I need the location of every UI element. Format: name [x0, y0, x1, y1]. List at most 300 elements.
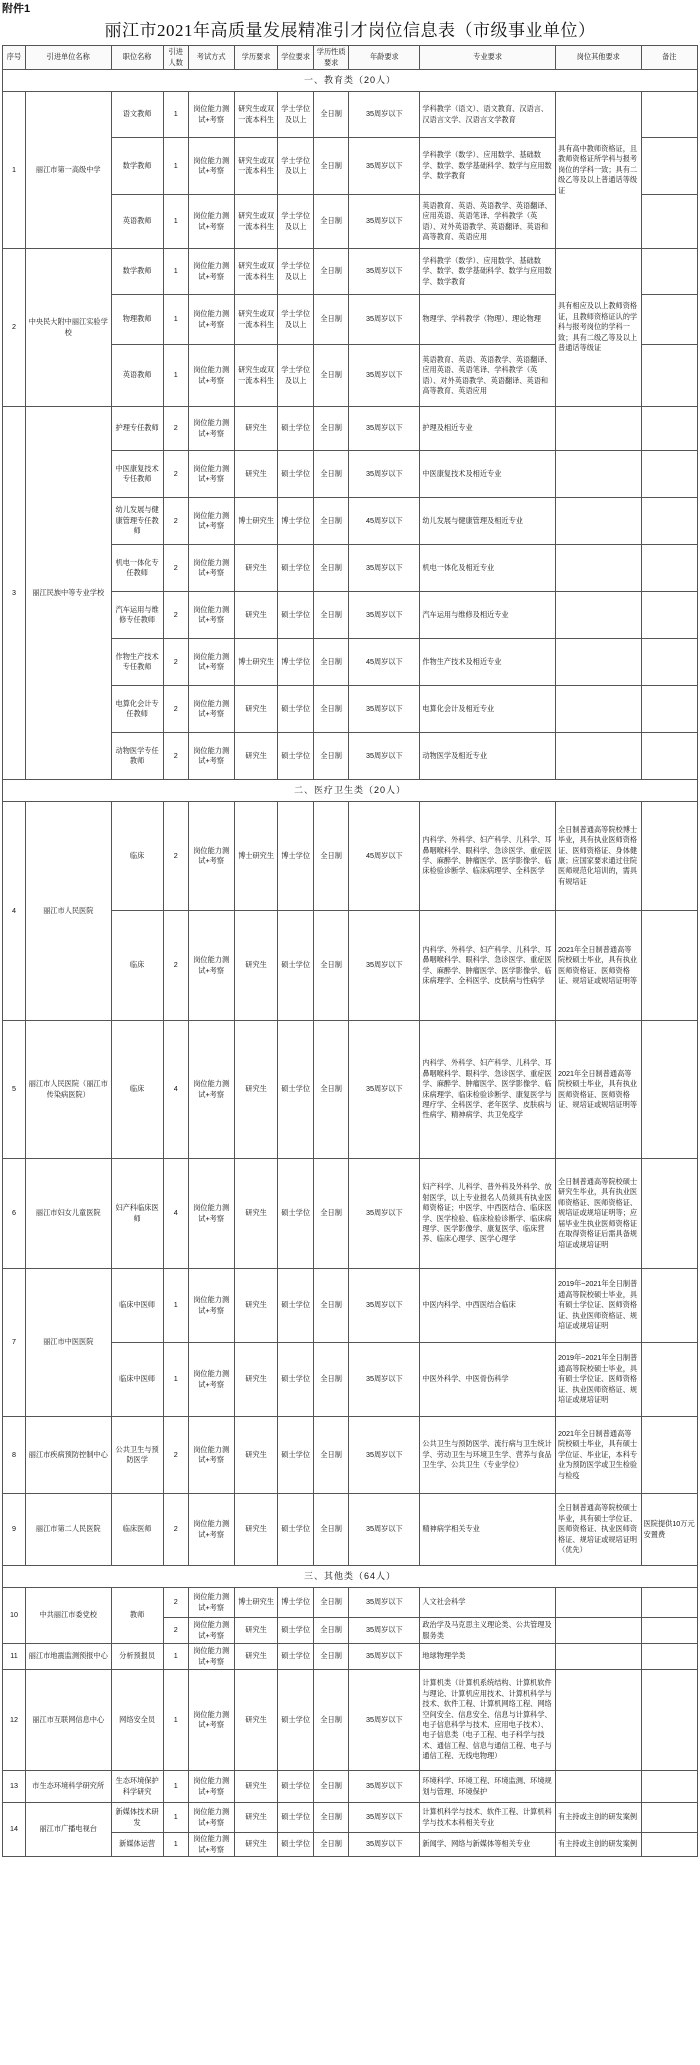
- headcount: 4: [163, 1021, 188, 1159]
- other-requirement: 全日制普通高等院校硕士研究生毕业，具有执业医师资格证、医师资格证、规培证或规培证明等；应届毕业生执业医师资格证在取得资格证后需具备规培证或规培证明: [556, 1159, 642, 1269]
- headcount: 2: [163, 451, 188, 498]
- headcount: 1: [163, 1833, 188, 1857]
- major-requirement: 机电一体化及相近专业: [420, 545, 556, 592]
- table-row: [3, 1269, 698, 1343]
- exam-method: 岗位能力测试+考察: [188, 1021, 234, 1159]
- education-requirement: 研究生: [234, 1269, 278, 1343]
- section-label: 二、医疗卫生类（20人）: [3, 780, 698, 802]
- post-name: 英语教师: [111, 195, 163, 249]
- exam-method: 岗位能力测试+考察: [188, 733, 234, 780]
- post-name: 物理教师: [111, 295, 163, 345]
- headcount: 2: [163, 592, 188, 639]
- education-requirement: 研究生: [234, 733, 278, 780]
- degree-requirement: 硕士学位: [278, 1343, 313, 1417]
- other-requirement: 有主持或主创的研发案例: [556, 1833, 642, 1857]
- exam-method: 岗位能力测试+考察: [188, 545, 234, 592]
- other-requirement: 2021年全日制普通高等院校硕士毕业，具有执业医师资格证、医师资格证、规培证或规培证明等: [556, 1021, 642, 1159]
- age-requirement: 35周岁以下: [349, 451, 420, 498]
- degree-requirement: 博士学位: [278, 639, 313, 686]
- study-mode: 全日制: [313, 92, 348, 138]
- remark: [641, 498, 697, 545]
- header-cell: 专业要求: [420, 46, 556, 70]
- education-requirement: 博士研究生: [234, 802, 278, 911]
- major-requirement: 妇产科学、儿科学、普外科及外科学、放射医学，以上专业报名人员须具有执业医师资格证；中医学、中西医结合、临床医学、医学检验、临床检验诊断学、临床病理学、医学影像学、康复医学、临床营养、临床心理学、医学心理学: [420, 1159, 556, 1269]
- age-requirement: 35周岁以下: [349, 1417, 420, 1494]
- remark: [641, 1833, 697, 1857]
- section-row: [3, 1566, 698, 1588]
- education-requirement: 研究生: [234, 911, 278, 1021]
- major-requirement: 政治学及马克思主义理论类、公共管理及服务类: [420, 1618, 556, 1644]
- exam-method: 岗位能力测试+考察: [188, 407, 234, 451]
- section-label: 三、其他类（64人）: [3, 1566, 698, 1588]
- major-requirement: 动物医学及相近专业: [420, 733, 556, 780]
- education-requirement: 研究生: [234, 1618, 278, 1644]
- remark: [641, 1343, 697, 1417]
- row-number: 7: [3, 1269, 26, 1417]
- unit-name: 丽江市疾病预防控制中心: [25, 1417, 111, 1494]
- study-mode: 全日制: [313, 195, 348, 249]
- other-requirement: [556, 733, 642, 780]
- row-number: 14: [3, 1803, 26, 1857]
- degree-requirement: 硕士学位: [278, 407, 313, 451]
- exam-method: 岗位能力测试+考察: [188, 1771, 234, 1803]
- headcount: 1: [163, 295, 188, 345]
- header-cell: 职位名称: [111, 46, 163, 70]
- exam-method: 岗位能力测试+考察: [188, 1803, 234, 1833]
- header-cell: 岗位其他要求: [556, 46, 642, 70]
- headcount: 1: [163, 1343, 188, 1417]
- positions-table: [2, 45, 698, 1857]
- remark: 医院提供10万元安置费: [641, 1494, 697, 1566]
- major-requirement: 精神病学相关专业: [420, 1494, 556, 1566]
- post-name: 动物医学专任教师: [111, 733, 163, 780]
- study-mode: 全日制: [313, 407, 348, 451]
- age-requirement: 35周岁以下: [349, 686, 420, 733]
- other-requirement: 2019年~2021年全日制普通高等院校硕士毕业，具有硕士学位证、医师资格证、执业医师资格证、规培证或规培证明: [556, 1269, 642, 1343]
- degree-requirement: 硕士学位: [278, 1803, 313, 1833]
- remark: [641, 345, 697, 407]
- post-name: 临床: [111, 1021, 163, 1159]
- headcount: 2: [163, 1494, 188, 1566]
- study-mode: 全日制: [313, 686, 348, 733]
- study-mode: 全日制: [313, 1417, 348, 1494]
- major-requirement: 公共卫生与预防医学、流行病与卫生统计学、劳动卫生与环境卫生学、营养与食品卫生学、公共卫生（专业学位）: [420, 1417, 556, 1494]
- study-mode: 全日制: [313, 1833, 348, 1857]
- major-requirement: 学科教学（数学）、应用数学、基础数学、数学、数学基础科学、数学与应用数学、数学教育: [420, 138, 556, 195]
- remark: [641, 249, 697, 295]
- degree-requirement: 博士学位: [278, 498, 313, 545]
- headcount: 2: [163, 498, 188, 545]
- study-mode: 全日制: [313, 733, 348, 780]
- exam-method: 岗位能力测试+考察: [188, 802, 234, 911]
- age-requirement: 35周岁以下: [349, 592, 420, 639]
- exam-method: 岗位能力测试+考察: [188, 295, 234, 345]
- other-requirement: [556, 686, 642, 733]
- table-row: [3, 1159, 698, 1269]
- other-requirement: [556, 592, 642, 639]
- remark: [641, 195, 697, 249]
- major-requirement: 内科学、外科学、妇产科学、儿科学、耳鼻咽喉科学、眼科学、急诊医学、重症医学、麻醉学、肿瘤医学、医学影像学、临床病理学、临床检验诊断学、康复医学与理疗学、全科医学、老年医学、皮肤病与性病学、精神病学、共卫免疫学: [420, 1021, 556, 1159]
- education-requirement: 研究生: [234, 592, 278, 639]
- major-requirement: 英语教育、英语、英语教学、英语翻译、应用英语、英语笔译、学科教学（英语）、对外英语教学、英语翻译、英语和高等教育、英语应用: [420, 195, 556, 249]
- post-name: 公共卫生与预防医学: [111, 1417, 163, 1494]
- unit-name: 中央民大附中丽江实验学校: [25, 249, 111, 407]
- major-requirement: 计算机科学与技术、软件工程、计算机科学与技术本科相关专业: [420, 1803, 556, 1833]
- exam-method: 岗位能力测试+考察: [188, 1494, 234, 1566]
- row-number: 4: [3, 802, 26, 1021]
- study-mode: 全日制: [313, 545, 348, 592]
- education-requirement: 研究生: [234, 686, 278, 733]
- exam-method: 岗位能力测试+考察: [188, 1588, 234, 1618]
- exam-method: 岗位能力测试+考察: [188, 911, 234, 1021]
- education-requirement: 研究生: [234, 451, 278, 498]
- row-number: 8: [3, 1417, 26, 1494]
- other-requirement: [556, 1588, 642, 1618]
- post-name: 中医康复技术专任教师: [111, 451, 163, 498]
- major-requirement: 地球物理学类: [420, 1644, 556, 1670]
- age-requirement: 35周岁以下: [349, 138, 420, 195]
- post-name: 临床: [111, 911, 163, 1021]
- unit-name: 丽江市中医医院: [25, 1269, 111, 1417]
- education-requirement: 研究生: [234, 1021, 278, 1159]
- table-row: [3, 1803, 698, 1833]
- major-requirement: 环境科学、环境工程、环境监测、环境规划与管理、环境保护: [420, 1771, 556, 1803]
- remark: [641, 1618, 697, 1644]
- age-requirement: 45周岁以下: [349, 639, 420, 686]
- degree-requirement: 硕士学位: [278, 1269, 313, 1343]
- headcount: 2: [163, 639, 188, 686]
- degree-requirement: 硕士学位: [278, 733, 313, 780]
- age-requirement: 35周岁以下: [349, 1343, 420, 1417]
- major-requirement: 计算机类（计算机系统结构、计算机软件与理论、计算机应用技术、计算机科学与技术、软件工程、计算机网络工程、网络空间安全、信息安全、信息与计算科学、电子信息科学与技术、应用电子技术）、电子信息类（电子工程、电子科学与技术、通信工程、信息与通信工程、电子与通信工程、无线电物理）: [420, 1670, 556, 1771]
- remark: [641, 1771, 697, 1803]
- other-requirement: 2021年全日制普通高等院校硕士毕业，具有执业医师资格证、医师资格证、规培证或规培证明等: [556, 911, 642, 1021]
- major-requirement: 英语教育、英语、英语教学、英语翻译、应用英语、英语笔译、学科教学（英语）、对外英语教学、英语翻译、英语和高等教育、英语应用: [420, 345, 556, 407]
- degree-requirement: 博士学位: [278, 1588, 313, 1618]
- education-requirement: 研究生: [234, 1494, 278, 1566]
- headcount: 1: [163, 1269, 188, 1343]
- section-row: [3, 70, 698, 92]
- study-mode: 全日制: [313, 639, 348, 686]
- remark: [641, 911, 697, 1021]
- education-requirement: 研究生: [234, 1771, 278, 1803]
- remark: [641, 1417, 697, 1494]
- degree-requirement: 学士学位及以上: [278, 295, 313, 345]
- degree-requirement: 硕士学位: [278, 1417, 313, 1494]
- degree-requirement: 学士学位及以上: [278, 345, 313, 407]
- remark: [641, 545, 697, 592]
- header-cell: 备注: [641, 46, 697, 70]
- post-name: 幼儿发展与健康管理专任教师: [111, 498, 163, 545]
- study-mode: 全日制: [313, 345, 348, 407]
- study-mode: 全日制: [313, 498, 348, 545]
- post-name: 机电一体化专任教师: [111, 545, 163, 592]
- degree-requirement: 硕士学位: [278, 1771, 313, 1803]
- other-requirement: [556, 545, 642, 592]
- unit-name: 丽江市第二人民医院: [25, 1494, 111, 1566]
- exam-method: 岗位能力测试+考察: [188, 451, 234, 498]
- study-mode: 全日制: [313, 1670, 348, 1771]
- education-requirement: 研究生: [234, 1417, 278, 1494]
- study-mode: 全日制: [313, 802, 348, 911]
- row-number: 3: [3, 407, 26, 780]
- age-requirement: 35周岁以下: [349, 249, 420, 295]
- table-row: [3, 249, 698, 295]
- study-mode: 全日制: [313, 1269, 348, 1343]
- remark: [641, 451, 697, 498]
- study-mode: 全日制: [313, 451, 348, 498]
- post-name: 新媒体运营: [111, 1833, 163, 1857]
- study-mode: 全日制: [313, 1771, 348, 1803]
- other-requirement: [556, 1670, 642, 1771]
- education-requirement: 博士研究生: [234, 639, 278, 686]
- headcount: 1: [163, 1771, 188, 1803]
- remark: [641, 686, 697, 733]
- age-requirement: 35周岁以下: [349, 92, 420, 138]
- headcount: 1: [163, 345, 188, 407]
- headcount: 2: [163, 733, 188, 780]
- post-name: 汽车运用与维修专任教师: [111, 592, 163, 639]
- age-requirement: 35周岁以下: [349, 295, 420, 345]
- study-mode: 全日制: [313, 1159, 348, 1269]
- other-requirement: [556, 1771, 642, 1803]
- education-requirement: 博士研究生: [234, 498, 278, 545]
- study-mode: 全日制: [313, 1644, 348, 1670]
- headcount: 1: [163, 1670, 188, 1771]
- headcount: 1: [163, 1803, 188, 1833]
- post-name: 网络安全员: [111, 1670, 163, 1771]
- other-requirement: 具有高中教师资格证，且教师资格证所学科与报考岗位的学科一致；具有二级乙等及以上普通话等级证: [556, 92, 642, 249]
- exam-method: 岗位能力测试+考察: [188, 1670, 234, 1771]
- table-row: [3, 407, 698, 451]
- age-requirement: 35周岁以下: [349, 1021, 420, 1159]
- other-requirement: [556, 1618, 642, 1644]
- headcount: 1: [163, 249, 188, 295]
- major-requirement: 学科教学（数学）、应用数学、基础数学、数学、数学基础科学、数学与应用数学、数学教育: [420, 249, 556, 295]
- study-mode: 全日制: [313, 1588, 348, 1618]
- post-name: 语文教师: [111, 92, 163, 138]
- header-cell: 学历要求: [234, 46, 278, 70]
- post-name: 新媒体技术研发: [111, 1803, 163, 1833]
- remark: [641, 1159, 697, 1269]
- age-requirement: 35周岁以下: [349, 733, 420, 780]
- other-requirement: 全日制普通高等院校博士毕业，具有执业医师资格证、医师资格证、身体健康；应国家要求通过住院医师规范化培训的，需具有规培证: [556, 802, 642, 911]
- exam-method: 岗位能力测试+考察: [188, 592, 234, 639]
- education-requirement: 研究生: [234, 1343, 278, 1417]
- education-requirement: 研究生: [234, 545, 278, 592]
- post-name: 数学教师: [111, 138, 163, 195]
- post-name: 临床: [111, 802, 163, 911]
- headcount: 2: [163, 802, 188, 911]
- post-name: 数学教师: [111, 249, 163, 295]
- age-requirement: 35周岁以下: [349, 1494, 420, 1566]
- exam-method: 岗位能力测试+考察: [188, 1644, 234, 1670]
- study-mode: 全日制: [313, 1021, 348, 1159]
- table-row: [3, 1021, 698, 1159]
- post-name: 电算化会计专任教师: [111, 686, 163, 733]
- table-row: [3, 802, 698, 911]
- education-requirement: 研究生: [234, 1833, 278, 1857]
- unit-name: 市生态环境科学研究所: [25, 1771, 111, 1803]
- exam-method: 岗位能力测试+考察: [188, 195, 234, 249]
- education-requirement: 研究生或双一流本科生: [234, 138, 278, 195]
- row-number: 5: [3, 1021, 26, 1159]
- table-header: [3, 46, 698, 70]
- unit-name: 中共丽江市委党校: [25, 1588, 111, 1644]
- remark: [641, 1021, 697, 1159]
- remark: [641, 1803, 697, 1833]
- age-requirement: 35周岁以下: [349, 1618, 420, 1644]
- age-requirement: 35周岁以下: [349, 1159, 420, 1269]
- table-row: [3, 92, 698, 138]
- education-requirement: 研究生或双一流本科生: [234, 295, 278, 345]
- degree-requirement: 硕士学位: [278, 911, 313, 1021]
- section-label: 一、教育类（20人）: [3, 70, 698, 92]
- other-requirement: [556, 498, 642, 545]
- table-row: [3, 1588, 698, 1618]
- age-requirement: 35周岁以下: [349, 407, 420, 451]
- row-number: 13: [3, 1771, 26, 1803]
- major-requirement: 中医康复技术及相近专业: [420, 451, 556, 498]
- age-requirement: 35周岁以下: [349, 1833, 420, 1857]
- other-requirement: 全日制普通高等院校硕士毕业，具有硕士学位证、医师资格证、执业医师资格证、规培证或规培证明（优先）: [556, 1494, 642, 1566]
- post-name: 临床中医师: [111, 1343, 163, 1417]
- age-requirement: 35周岁以下: [349, 1803, 420, 1833]
- post-name: 妇产科临床医师: [111, 1159, 163, 1269]
- header-cell: 引进人数: [163, 46, 188, 70]
- remark: [641, 1588, 697, 1618]
- row-number: 6: [3, 1159, 26, 1269]
- post-name: 生态环境保护科学研究: [111, 1771, 163, 1803]
- row-number: 9: [3, 1494, 26, 1566]
- major-requirement: 汽车运用与维修及相近专业: [420, 592, 556, 639]
- headcount: 1: [163, 92, 188, 138]
- major-requirement: 新闻学、网络与新媒体等相关专业: [420, 1833, 556, 1857]
- post-name: 分析预报员: [111, 1644, 163, 1670]
- header-cell: 学历性质要求: [313, 46, 348, 70]
- table-row: [3, 1417, 698, 1494]
- exam-method: 岗位能力测试+考察: [188, 639, 234, 686]
- major-requirement: 中医内科学、中西医结合临床: [420, 1269, 556, 1343]
- exam-method: 岗位能力测试+考察: [188, 1618, 234, 1644]
- unit-name: 丽江市互联网信息中心: [25, 1670, 111, 1771]
- education-requirement: 研究生或双一流本科生: [234, 249, 278, 295]
- table-row: [3, 1644, 698, 1670]
- study-mode: 全日制: [313, 1494, 348, 1566]
- header-cell: 考试方式: [188, 46, 234, 70]
- remark: [641, 138, 697, 195]
- exam-method: 岗位能力测试+考察: [188, 498, 234, 545]
- exam-method: 岗位能力测试+考察: [188, 1159, 234, 1269]
- header-cell: 学位要求: [278, 46, 313, 70]
- major-requirement: 内科学、外科学、妇产科学、儿科学、耳鼻咽喉科学、眼科学、急诊医学、重症医学、麻醉学、肿瘤医学、医学影像学、临床检验诊断学、临床病理学、全科医学: [420, 802, 556, 911]
- remark: [641, 1670, 697, 1771]
- degree-requirement: 硕士学位: [278, 545, 313, 592]
- study-mode: 全日制: [313, 1343, 348, 1417]
- study-mode: 全日制: [313, 1803, 348, 1833]
- age-requirement: 35周岁以下: [349, 195, 420, 249]
- degree-requirement: 硕士学位: [278, 1833, 313, 1857]
- other-requirement: 具有相应及以上教师资格证，且教师资格证认的学科与报考岗位的学科一致；具有二级乙等及以上普通话等级证: [556, 249, 642, 407]
- major-requirement: 人文社会科学: [420, 1588, 556, 1618]
- age-requirement: 35周岁以下: [349, 545, 420, 592]
- table-row: [3, 1494, 698, 1566]
- remark: [641, 733, 697, 780]
- post-name: 护理专任教师: [111, 407, 163, 451]
- major-requirement: 物理学、学科教学（物理）、理论物理: [420, 295, 556, 345]
- unit-name: 丽江市人民医院: [25, 802, 111, 1021]
- other-requirement: [556, 1644, 642, 1670]
- study-mode: 全日制: [313, 295, 348, 345]
- degree-requirement: 博士学位: [278, 802, 313, 911]
- remark: [641, 407, 697, 451]
- education-requirement: 研究生或双一流本科生: [234, 345, 278, 407]
- headcount: 2: [163, 1618, 188, 1644]
- exam-method: 岗位能力测试+考察: [188, 1269, 234, 1343]
- degree-requirement: 硕士学位: [278, 1159, 313, 1269]
- row-number: 12: [3, 1670, 26, 1771]
- study-mode: 全日制: [313, 249, 348, 295]
- degree-requirement: 硕士学位: [278, 1021, 313, 1159]
- row-number: 1: [3, 92, 26, 249]
- degree-requirement: 硕士学位: [278, 1644, 313, 1670]
- unit-name: 丽江市地震监测预报中心: [25, 1644, 111, 1670]
- unit-name: 丽江市人民医院（丽江市传染病医院）: [25, 1021, 111, 1159]
- degree-requirement: 硕士学位: [278, 686, 313, 733]
- degree-requirement: 硕士学位: [278, 1494, 313, 1566]
- header-cell: 序号: [3, 46, 26, 70]
- headcount: 4: [163, 1159, 188, 1269]
- exam-method: 岗位能力测试+考察: [188, 138, 234, 195]
- major-requirement: 中医外科学、中医骨伤科学: [420, 1343, 556, 1417]
- exam-method: 岗位能力测试+考察: [188, 1417, 234, 1494]
- degree-requirement: 硕士学位: [278, 451, 313, 498]
- major-requirement: 作物生产技术及相近专业: [420, 639, 556, 686]
- age-requirement: 35周岁以下: [349, 1771, 420, 1803]
- other-requirement: [556, 451, 642, 498]
- post-name: 临床中医师: [111, 1269, 163, 1343]
- row-number: 2: [3, 249, 26, 407]
- remark: [641, 802, 697, 911]
- education-requirement: 研究生: [234, 1803, 278, 1833]
- headcount: 2: [163, 407, 188, 451]
- headcount: 1: [163, 138, 188, 195]
- age-requirement: 35周岁以下: [349, 1670, 420, 1771]
- education-requirement: 研究生: [234, 1670, 278, 1771]
- degree-requirement: 硕士学位: [278, 592, 313, 639]
- education-requirement: 研究生或双一流本科生: [234, 92, 278, 138]
- exam-method: 岗位能力测试+考察: [188, 249, 234, 295]
- headcount: 1: [163, 195, 188, 249]
- exam-method: 岗位能力测试+考察: [188, 345, 234, 407]
- age-requirement: 45周岁以下: [349, 802, 420, 911]
- remark: [641, 1269, 697, 1343]
- unit-name: 丽江市妇女儿童医院: [25, 1159, 111, 1269]
- major-requirement: 电算化会计及相近专业: [420, 686, 556, 733]
- degree-requirement: 学士学位及以上: [278, 249, 313, 295]
- age-requirement: 35周岁以下: [349, 1269, 420, 1343]
- major-requirement: 幼儿发展与健康管理及相近专业: [420, 498, 556, 545]
- major-requirement: 学科教学（语文）、语文教育、汉语言、汉语言文学、汉语言文学教育: [420, 92, 556, 138]
- remark: [641, 92, 697, 138]
- remark: [641, 1644, 697, 1670]
- education-requirement: 研究生: [234, 1644, 278, 1670]
- study-mode: 全日制: [313, 138, 348, 195]
- headcount: 2: [163, 1417, 188, 1494]
- exam-method: 岗位能力测试+考察: [188, 686, 234, 733]
- unit-name: 丽江民族中等专业学校: [25, 407, 111, 780]
- headcount: 2: [163, 686, 188, 733]
